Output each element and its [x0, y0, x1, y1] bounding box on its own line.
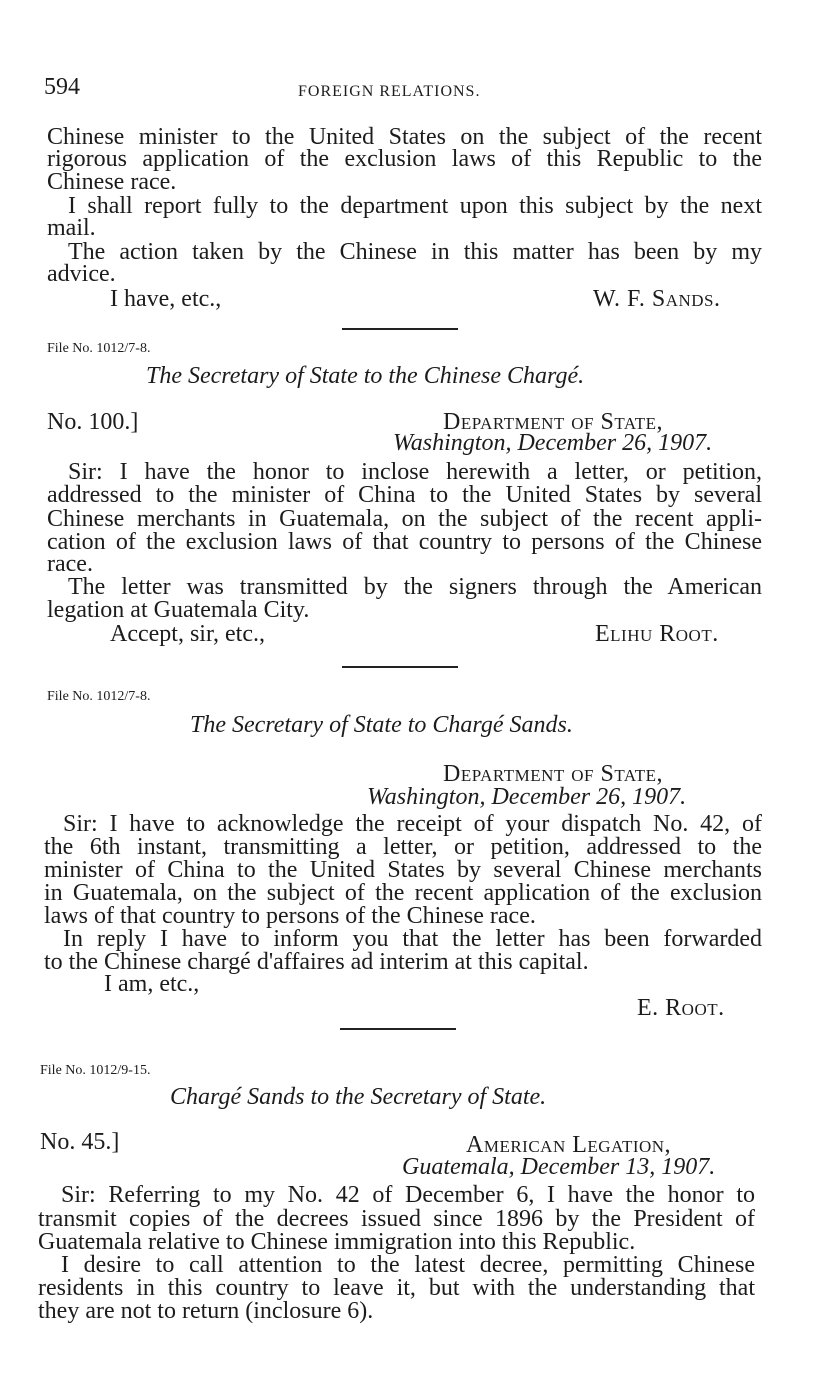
document-number: No. 100.]	[47, 409, 139, 435]
body-line: The action taken by the Chinese in this matter has been by my	[68, 239, 762, 265]
document-title: Chargé Sands to the Secretary of State.	[170, 1084, 547, 1110]
signature: Elihu Root.	[595, 621, 719, 647]
file-number: File No. 1012/7-8.	[47, 341, 151, 356]
body-line: Chinese minister to the United States on the subject of the recent	[47, 124, 762, 150]
section-divider	[340, 1028, 456, 1030]
body-line: minister of China to the United States by several Chinese merchants	[44, 857, 762, 883]
body-line: Chinese merchants in Guatemala, on the subject of the recent appli-	[47, 506, 762, 532]
dateline: Guatemala, December 13, 1907.	[402, 1154, 716, 1180]
body-line: Sir: I have the honor to inclose herewith a letter, or petition,	[68, 459, 762, 485]
body-line: Sir: I have to acknowledge the receipt of your dispatch No. 42, of	[63, 811, 762, 837]
body-line: Guatemala relative to Chinese immigration into this Republic.	[38, 1229, 636, 1255]
sender-office: American Legation,	[466, 1132, 672, 1158]
file-number: File No. 1012/7-8.	[47, 689, 151, 704]
section-divider	[342, 666, 458, 668]
signature: W. F. Sands.	[593, 286, 721, 312]
body-line: residents in this country to leave it, but with the understanding that	[38, 1275, 755, 1301]
dateline: Washington, December 26, 1907.	[367, 784, 687, 810]
body-line: transmit copies of the decrees issued since 1896 by the President of	[38, 1206, 755, 1232]
page-number: 594	[44, 74, 80, 100]
body-line: mail.	[47, 215, 96, 241]
body-line: The letter was transmitted by the signers through the American	[68, 574, 762, 600]
closing: I am, etc.,	[104, 971, 200, 997]
body-line: addressed to the minister of China to the United States by several	[47, 482, 762, 508]
dateline: Washington, December 26, 1907.	[393, 430, 713, 456]
body-line: Chinese race.	[47, 169, 177, 195]
closing: Accept, sir, etc.,	[110, 621, 265, 647]
sender-office: Department of State,	[443, 409, 664, 435]
body-line: I desire to call attention to the latest decree, permitting Chinese	[61, 1252, 755, 1278]
body-line: advice.	[47, 261, 116, 287]
running-head: FOREIGN RELATIONS.	[298, 83, 481, 100]
body-line: in Guatemala, on the subject of the recent application of the exclusion	[44, 880, 762, 906]
sender-office: Department of State,	[443, 761, 664, 787]
body-line: cation of the exclusion laws of that country to persons of the Chinese	[47, 529, 762, 555]
body-line: Sir: Referring to my No. 42 of December 6, I have the honor to	[61, 1182, 755, 1208]
closing: I have, etc.,	[110, 286, 222, 312]
body-line: to the Chinese chargé d'affaires ad interim at this capital.	[44, 949, 589, 975]
body-line: In reply I have to inform you that the letter has been forwarded	[63, 926, 762, 952]
document-title: The Secretary of State to Chargé Sands.	[190, 712, 573, 738]
body-line: they are not to return (inclosure 6).	[38, 1298, 374, 1324]
body-line: I shall report fully to the department upon this subject by the next	[68, 193, 762, 219]
document-number: No. 45.]	[40, 1129, 120, 1155]
body-line: race.	[47, 551, 93, 577]
section-divider	[342, 328, 458, 330]
body-line: rigorous application of the exclusion laws of this Republic to the	[47, 146, 762, 172]
body-line: laws of that country to persons of the Chinese race.	[44, 903, 536, 929]
body-line: the 6th instant, transmitting a letter, or petition, addressed to the	[44, 834, 762, 860]
file-number: File No. 1012/9-15.	[40, 1063, 151, 1078]
body-line: legation at Guatemala City.	[47, 597, 310, 623]
signature: E. Root.	[637, 995, 725, 1021]
document-title: The Secretary of State to the Chinese Chargé.	[146, 363, 585, 389]
